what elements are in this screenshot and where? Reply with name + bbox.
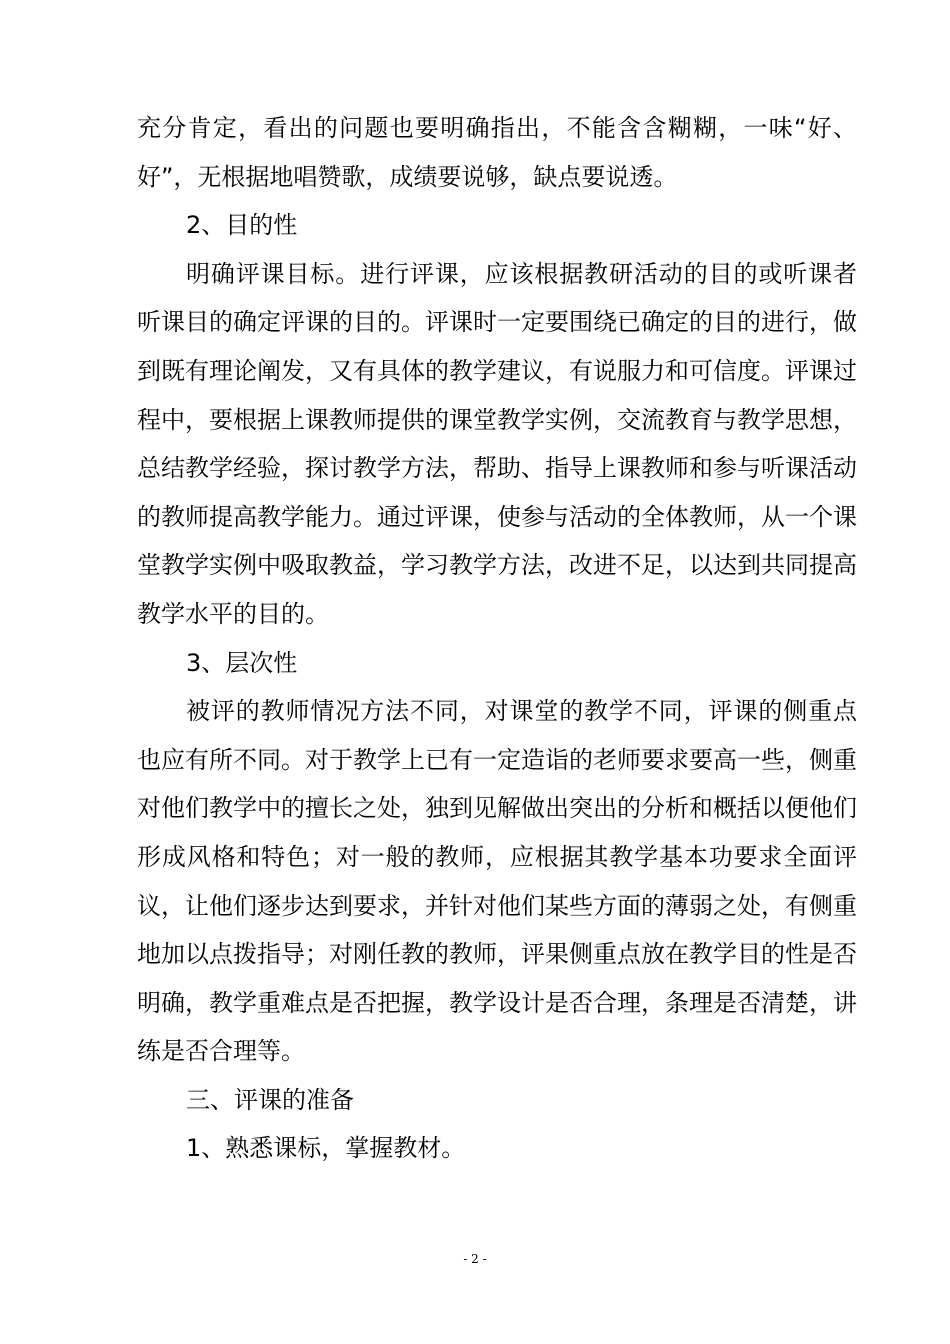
paragraph-praise-continuation: 充分肯定，看出的问题也要明确指出，不能含含糊糊，一味“好、好”，无根据地唱赞歌，成绩要说够，缺点要说透。	[137, 114, 857, 191]
page-number: - 2 -	[463, 1252, 487, 1266]
paragraph-purpose: 明确评课目标。进行评课，应该根据教研活动的目的或听课者听课目的确定评课的目的。评课时一定要围绕已确定的目的进行，做到既有理论阐发，又有具体的教学建议，有说服力和可信度。评课过程中，要根据上课教师提供的课堂教学实例，交流教育与教学思想，总结教学经验，探讨教学方法，帮助、指导上课教师和参与听课活动的教师提高教学能力。通过评课，使参与活动的全体教师，从一个课堂教学实例中吸取教益，学习教学方法，改进不足，以达到共同提高教学水平的目的。	[137, 259, 857, 628]
heading-purpose: 2、目的性	[186, 211, 298, 240]
section-heading-preparation: 三、评课的准备	[186, 1085, 354, 1114]
document-body	[137, 104, 857, 1173]
list-item-familiarize: 1、熟悉课标，掌握教材。	[186, 1134, 466, 1163]
heading-hierarchy: 3、层次性	[186, 648, 298, 677]
paragraph-hierarchy: 被评的教师情况方法不同，对课堂的教学不同，评课的侧重点也应有所不同。对于教学上已有一定造诣的老师要求要高一些，侧重对他们教学中的擅长之处，独到见解做出突出的分析和概括以便他们形成风格和特色；对一般的教师，应根据其教学基本功要求全面评议，让他们逐步达到要求，并针对他们某些方面的薄弱之处，有侧重地加以点拨指导；对刚任教的教师，评果侧重点放在教学目的性是否明确，教学重难点是否把握，教学设计是否合理，条理是否清楚，讲练是否合理等。	[137, 697, 857, 1066]
